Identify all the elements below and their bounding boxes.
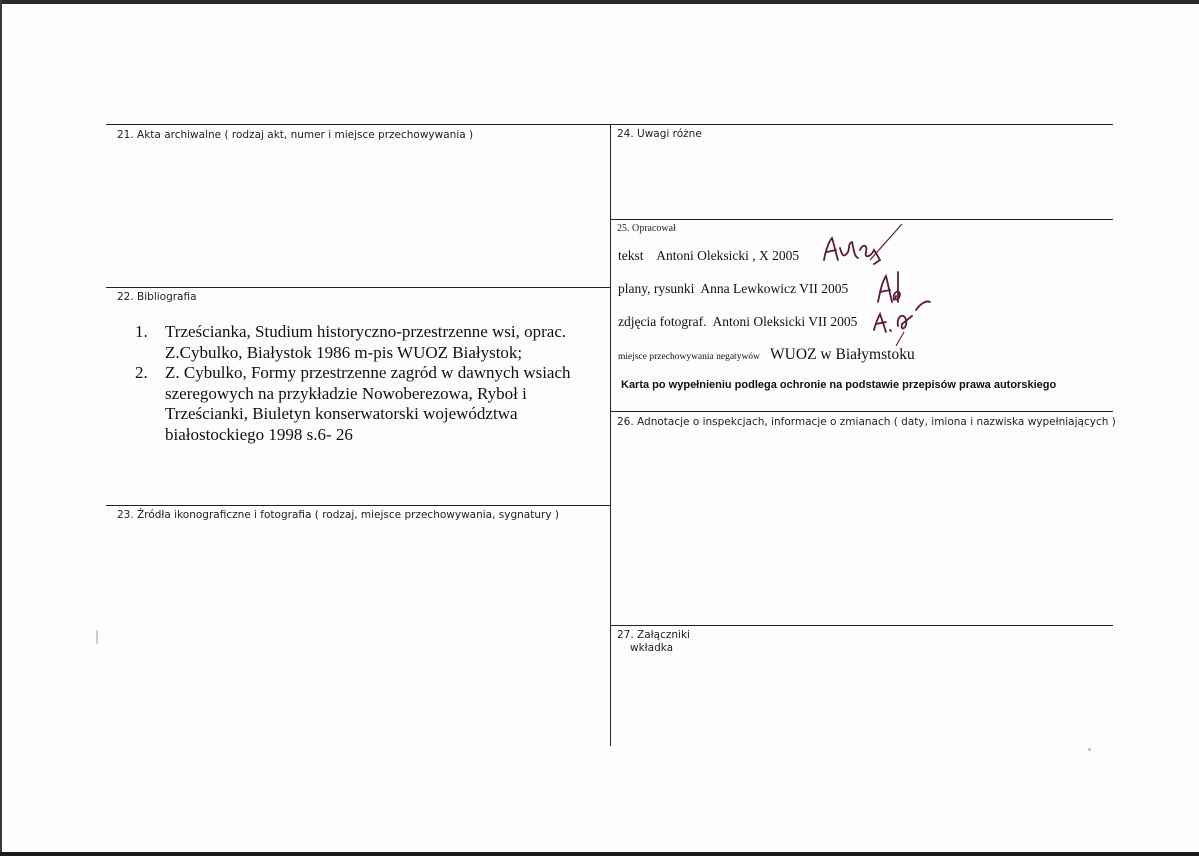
rule-22-top [106,287,611,288]
section-21-label: 21. Akta archiwalne ( rodzaj akt, numer i miejsce przechowywania ) [117,129,474,141]
negatives-line [618,346,915,364]
bibliography-item [135,363,585,445]
section-23-label: 23. Źródła ikonograficzne i fotografia ( rodzaj, miejsce przechowywania, sygnatury ) [117,509,559,521]
section-26-label: 26. Adnotacje o inspekcjach, informacje o zmianach ( daty, imiona i nazwiska wypełniających ) [617,416,1116,428]
rule-23-top [106,505,611,506]
plany-value: Anna Lewkowicz VII 2005 [700,281,849,296]
bibliography-item-text: Z. Cybulko, Formy przestrzenne zagród w dawnych wsiach szeregowych na przykładzie Nowoberezowa, Ryboł i Trześcianki, Biuletyn konserwatorski województwa białostockiego 1998 s.6- 26 [165,363,571,444]
scan-speck [1088,748,1091,751]
section-24-label: 24. Uwagi różne [617,128,702,140]
plany-line [618,281,848,297]
scan-edge-top [0,0,1199,4]
zdjecia-line [618,314,857,330]
rule-27-top [610,625,1113,626]
tekst-value: Antoni Oleksicki , X 2005 [656,248,800,263]
bibliography-item-number: 1. [135,322,148,341]
tekst-line [618,248,799,264]
scan-speck [96,630,98,644]
plany-prefix: plany, rysunki [618,281,695,296]
rule-26-top [610,411,1113,412]
column-divider [610,124,611,746]
scan-edge-left [0,0,2,856]
section-25-label: 25. Opracował [617,223,676,234]
section-27-label: 27. Załączniki [617,629,690,641]
scan-edge-bottom [0,852,1199,856]
tekst-prefix: tekst [618,248,644,263]
signature-tekst [818,220,908,268]
zdjecia-value: Antoni Oleksicki VII 2005 [712,314,858,329]
attachment-item: wkładka [630,642,674,654]
negatives-value: WUOZ w Białymstoku [770,346,915,363]
bibliography-item-text: Trześcianka, Studium historyczno-przestrzenne wsi, oprac. Z.Cybulko, Białystok 1986 m-pis WUOZ Białystok; [165,322,567,362]
bibliography-item [135,322,585,363]
signature-zdjecia [870,296,934,348]
bibliography-list [135,322,585,445]
section-22-label: 22. Bibliografia [117,291,197,303]
bibliography-item-number: 2. [135,363,148,382]
zdjecia-prefix: zdjęcia fotograf. [618,314,707,329]
negatives-prefix: miejsce przechowywania negatywów [618,352,760,362]
copyright-notice: Karta po wypełnieniu podlega ochronie na podstawie przepisów prawa autorskiego [621,379,1057,391]
